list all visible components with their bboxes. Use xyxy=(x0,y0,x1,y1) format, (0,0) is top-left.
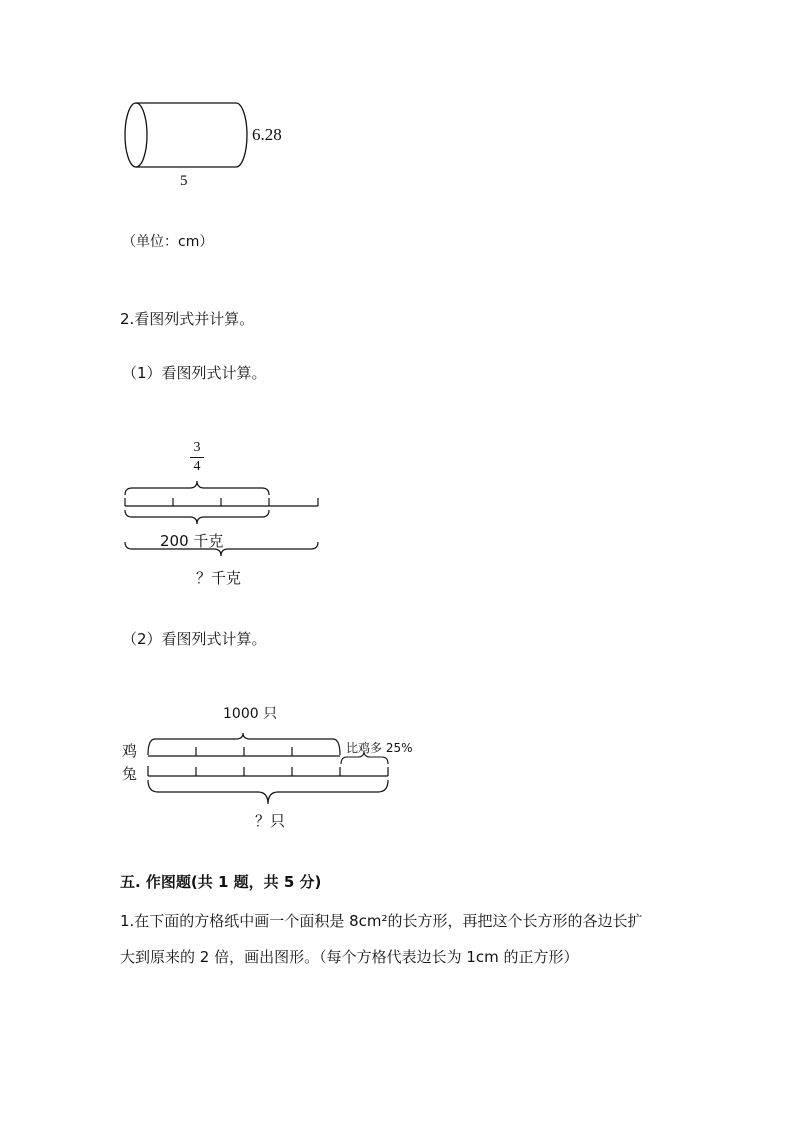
chicken-row-label: 鸡 xyxy=(122,742,138,760)
cylinder-height-label: 6.28 xyxy=(252,125,282,144)
part-2-title: （2）看图列式计算。 xyxy=(122,630,267,648)
section-5-question-line-2: 大到原来的 2 倍，画出图形。（每个方格代表边长为 1cm 的正方形） xyxy=(120,948,579,966)
section-5-question-line-1: 1.在下面的方格纸中画一个面积是 8cm²的长方形，再把这个长方形的各边长扩 xyxy=(120,912,643,930)
rabbit-row-label: 兔 xyxy=(122,765,138,783)
fraction-denominator: 4 xyxy=(193,459,201,474)
cylinder-width-label: 5 xyxy=(180,173,188,189)
chicken-count-label: 1000 只 xyxy=(223,706,278,722)
unit-note: （单位：cm） xyxy=(122,234,214,250)
known-weight-label: 200 千克 xyxy=(160,532,224,550)
section-5-heading: 五. 作图题(共 1 题，共 5 分) xyxy=(120,873,322,891)
extra-brace xyxy=(341,751,388,764)
fraction-numerator: 3 xyxy=(193,440,201,455)
part-1-title: （1）看图列式计算。 xyxy=(122,364,267,382)
rabbit-total-brace xyxy=(148,780,388,804)
unknown-weight-label: ？千克 xyxy=(196,569,242,587)
unknown-count-label: ？只 xyxy=(255,812,286,830)
question-2-title: 2.看图列式并计算。 xyxy=(120,310,255,328)
extra-percent-label: 比鸡多 25% xyxy=(346,741,413,755)
